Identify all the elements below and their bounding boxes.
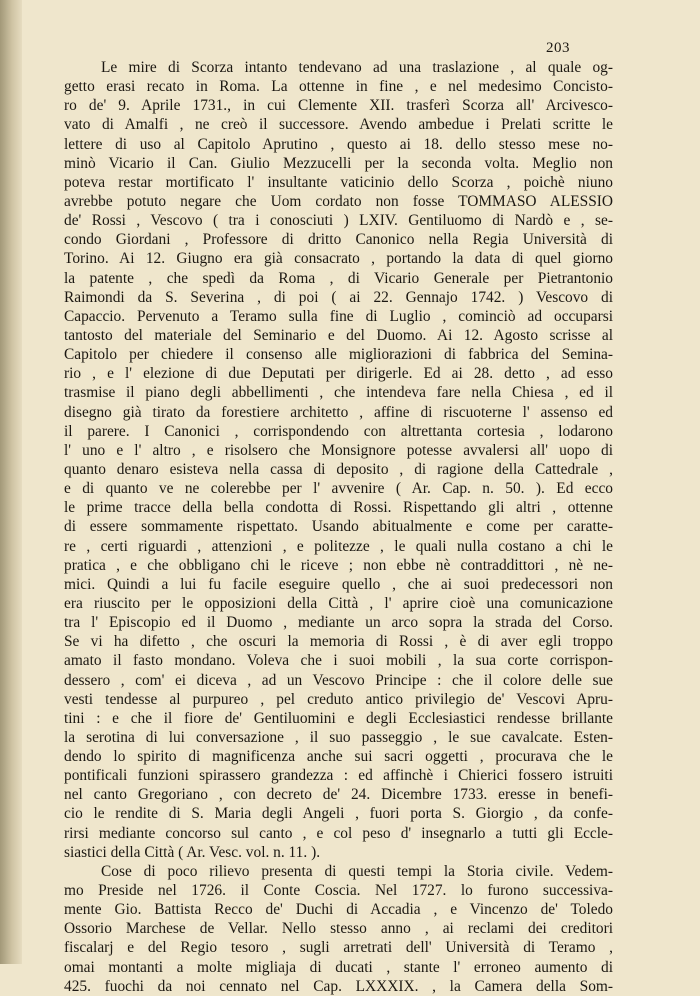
text-line: vato di Amalfi , ne creò il successore. Avendo ambedue i Prelati scritte le — [64, 116, 613, 134]
text-line: la serotina di lui conversazione , il suo passeggio , le sue cavalcate. Esten- — [64, 728, 613, 746]
text-line: dessero , com' ei diceva , ad un Vescovo Principe : che il colore delle sue — [64, 671, 613, 689]
text-line: cio le rendite di S. Maria degli Angeli , fuori porta S. Giorgio , da confe- — [64, 805, 613, 823]
text-line: fiscalarj e del Regio tesoro , sugli arretrati dell' Università di Teramo , — [64, 939, 613, 957]
text-line: Le mire di Scorza intanto tendevano ad una traslazione , al quale og- — [101, 59, 613, 76]
text-line: mente Gio. Battista Recco de' Duchi di Accadia , e Vincenzo de' Toledo — [64, 901, 613, 919]
text-line: Capitolo per chiedere il consenso alle migliorazioni di fabbrica del Semina- — [64, 346, 613, 364]
text-line: lettere di uso al Capitolo Aprutino , questo ai 18. dello stesso mese no- — [64, 135, 613, 153]
text-line: quanto denaro esisteva nella cassa di deposito , di ragione della Cattedrale , — [64, 460, 613, 478]
text-line: Capaccio. Pervenuto a Teramo sulla fine di Luglio , cominciò ad occuparsi — [64, 307, 613, 325]
text-line: vesti tendesse al purpureo , pel creduto antico privilegio de' Vescovi Apru- — [64, 690, 613, 708]
text-line: rirsi mediante concorso sul canto , e col peso d' insegnarlo a tutti gli Eccle- — [64, 824, 613, 842]
text-line: di essere sommamente rispettato. Usando abitualmente e come per caratte- — [64, 518, 613, 536]
text-line: Cose di poco rilievo presenta di questi tempi la Storia civile. Vedem- — [101, 862, 613, 880]
text-line: disegno già tirato da forestiere architetto , affine di riscuoterne l' assenso ed — [64, 403, 613, 421]
text-line: siastici della Città ( Ar. Vesc. vol. n. 11. ). — [64, 843, 321, 861]
text-line: tantosto del materiale del Seminario e del Duomo. Ai 12. Agosto scrisse al — [64, 326, 613, 344]
text-line: pontificali funzioni spirassero grandezza : ed affinchè i Chierici fossero istruiti — [64, 767, 613, 785]
text-line: Ossorio Marchese de Vellar. Nello stesso anno , ai reclami dei creditori — [64, 920, 613, 938]
text-line: tra l' Episcopio ed il Duomo , mediante un arco sopra la strada del Corso. — [64, 614, 613, 632]
text-line: 425. fuochi da noi cennato nel Cap. LXXXIX. , la Camera della Som- — [64, 977, 613, 995]
text-line: omai montanti a molte migliaja di ducati , stante l' erroneo aumento di — [64, 958, 613, 976]
text-line: tini : e che il fiore de' Gentiluomini e degli Ecclesiastici rendesse brillante — [64, 709, 613, 727]
text-line: mo Preside nel 1726. il Conte Coscia. Nel 1727. lo furono successiva- — [64, 882, 613, 900]
text-line: l' uno e l' altro , e risolsero che Monsignore potesse avvalersi all' uopo di — [64, 441, 613, 459]
text-line: amato il fasto mondano. Voleva che i suoi mobili , la sua corte corrispon- — [64, 652, 613, 670]
text-line: de' Rossi , Vescovo ( tra i conosciuti ) LXIV. Gentiluomo di Nardò e , se- — [64, 212, 613, 230]
text-line: Torino. Ai 12. Giugno era già consacrato , portando la data di quel giorno — [64, 250, 613, 268]
text-line: avrebbe potuto negare che Uom cordato non fosse TOMMASO ALESSIO — [64, 192, 613, 210]
text-line: Se vi ha difetto , che oscuri la memoria di Rossi , è di aver egli troppo — [64, 633, 613, 651]
page-number: 203 — [546, 40, 570, 56]
text-line: trasmise il piano degli abbellimenti , che intendeva fare nella Chiesa , ed il — [64, 384, 613, 402]
text-line: re , certi riguardi , attenzioni , e politezze , le quali nulla costano a chi le — [64, 537, 613, 555]
text-line: Raimondi da S. Severina , di poi ( ai 22. Gennajo 1742. ) Vescovo di — [64, 288, 613, 306]
text-line: il parere. I Canonici , corrispondendo con altrettanta cortesia , lodarono — [64, 422, 613, 440]
text-line: ro de' 9. Aprile 1731., in cui Clemente XII. trasferì Scorza all' Arcivesco- — [64, 97, 613, 115]
text-line: era riuscito per le opposizioni della Città , l' aprire cioè una comunicazione — [64, 594, 613, 612]
text-line: dendo lo spirito di magnificenza anche sui sacri oggetti , procurava che le — [64, 748, 613, 766]
text-line: poteva restar mortificato l' insultante vaticinio dello Scorza , poichè niuno — [64, 173, 613, 191]
text-line: la patente , che spedì da Roma , di Vicario Generale per Pietrantonio — [64, 269, 613, 287]
text-line: mici. Quindi a lui fu facile eseguire quello , che ai suoi predecessori non — [64, 575, 613, 593]
body-text — [64, 58, 613, 996]
text-line: pratica , e che obbligano chi le riceve ; non ebbe nè contraddittori , nè ne- — [64, 556, 613, 574]
text-line: e di quanto ve ne colerebbe per l' avvenire ( Ar. Cap. n. 50. ). Ed ecco — [64, 480, 613, 498]
text-line: getto erasi recato in Roma. La ottenne in fine , e nel medesimo Concisto- — [64, 78, 613, 96]
book-gutter-shadow — [0, 0, 22, 964]
text-line: condo Giordani , Professore di dritto Canonico nella Regia Università di — [64, 231, 613, 249]
text-line: minò Vicario il Can. Giulio Mezzucelli per la seconda volta. Meglio non — [64, 154, 613, 172]
text-line: rio , e l' elezione di due Deputati per dirigerle. Ed ai 28. detto , ad esso — [64, 365, 613, 383]
text-line: nel canto Gregoriano , con decreto de' 24. Dicembre 1733. eresse in benefi- — [64, 786, 613, 804]
text-line: le prime tracce della bella condotta di Rossi. Rispettando gli altri , ottenne — [64, 499, 613, 517]
